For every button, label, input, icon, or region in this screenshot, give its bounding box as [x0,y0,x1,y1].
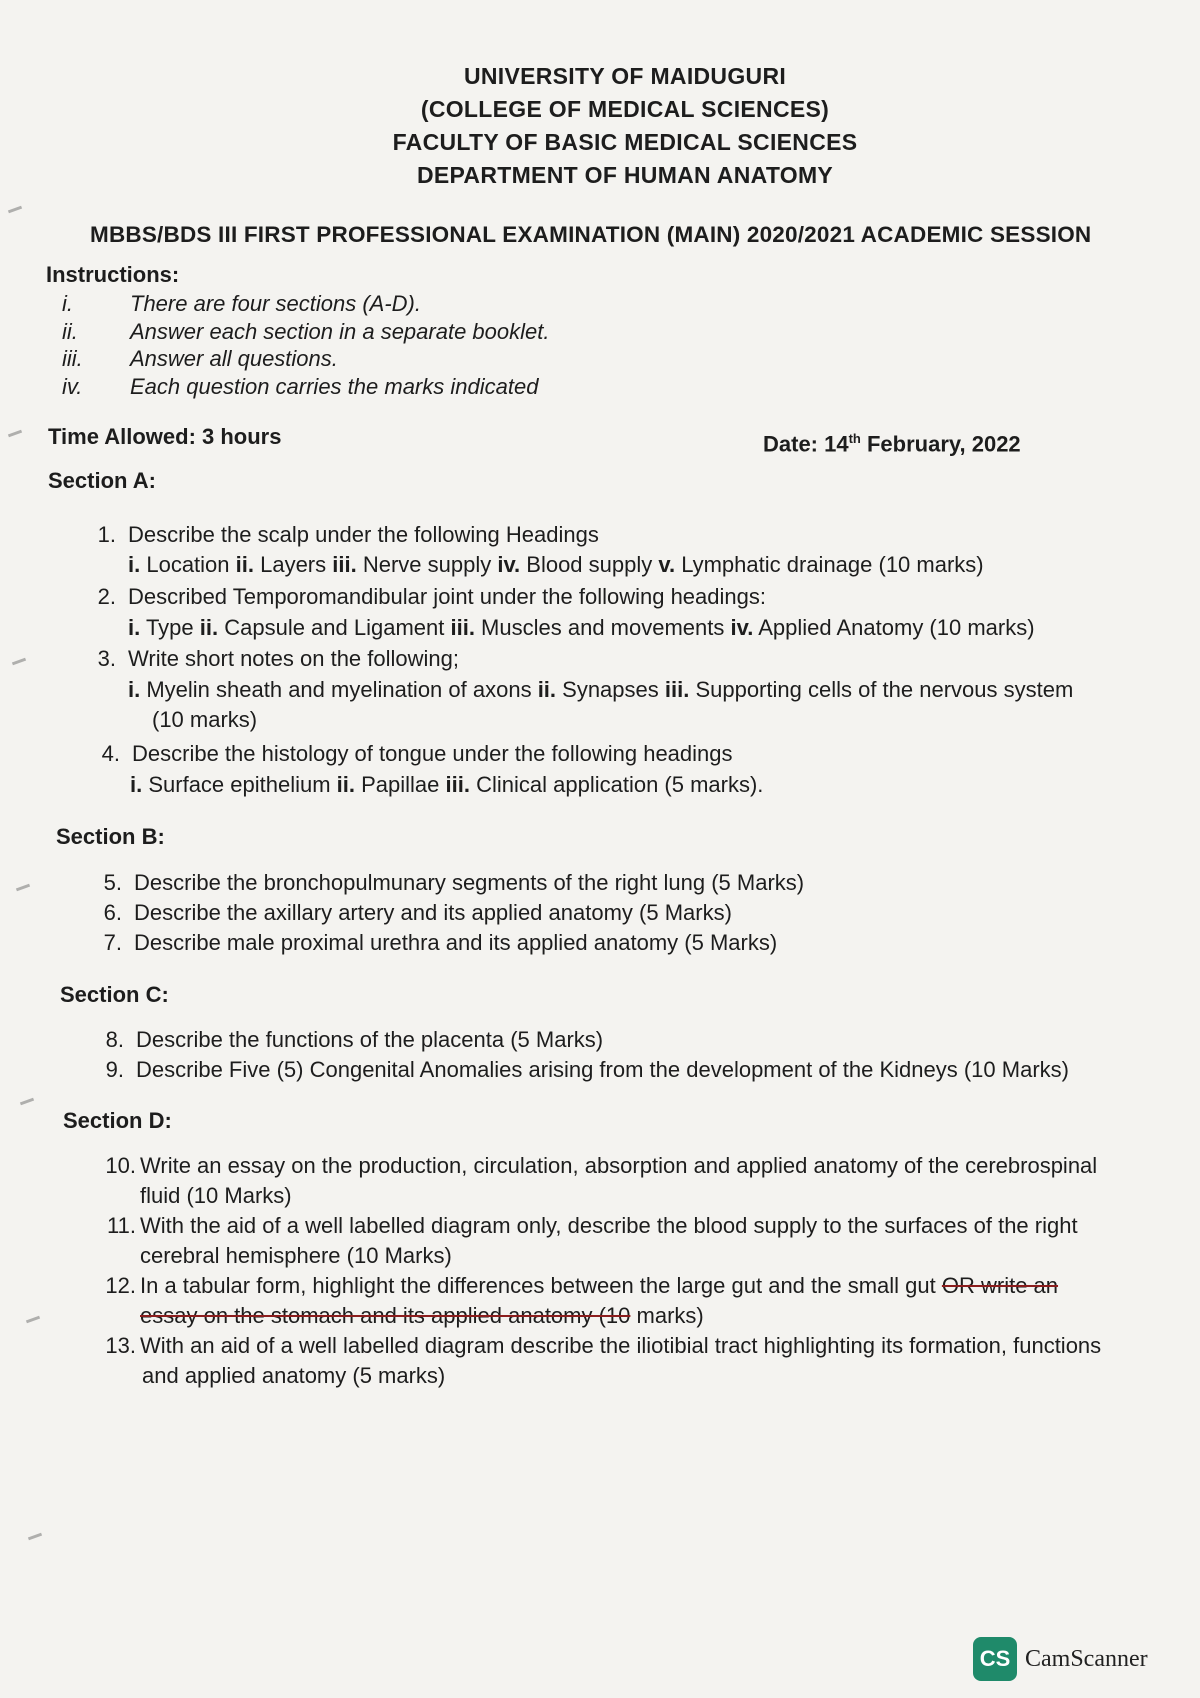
question-number: 9. [105,1057,124,1082]
department-name: DEPARTMENT OF HUMAN ANATOMY [416,162,834,188]
university-name: UNIVERSITY OF MAIDUGURI [463,63,787,89]
sub-text: Nerve supply [356,552,498,577]
question-text: Describe the axillary artery and its applied anatomy (5 Marks) [134,900,732,925]
question-text: Describe Five (5) Congenital Anomalies arising from the development of the Kidneys (10 Marks) [136,1057,1069,1082]
instruction-number: iii. [62,346,83,371]
question-number: 12. [105,1273,136,1298]
sub-number: i. [128,552,141,577]
camscanner-logo-icon: CS [973,1637,1017,1681]
sub-text: Clinical application (5 marks). [469,772,764,797]
sub-text: Papillae [355,772,446,797]
section-a-heading: Section A: [48,468,156,493]
question-text: With an aid of a well labelled diagram describe the iliotibial tract highlighting its formation, functions [140,1333,1102,1358]
question-text: Describe the bronchopulmunary segments of the right lung (5 Marks) [134,870,805,895]
question-3-subheadings [128,677,1073,703]
sub-text: Applied Anatomy (10 marks) [753,615,1035,640]
sub-number: iii. [445,772,470,797]
struck-text: OR write an [941,1273,1059,1298]
question-text: Write an essay on the production, circulation, absorption and applied anatomy of the cerebrospinal [140,1153,1098,1178]
time-allowed: Time Allowed: 3 hours [48,424,282,449]
sub-text: Location [140,552,236,577]
scan-mark [12,658,26,666]
sub-text: Supporting cells of the nervous system [689,677,1074,702]
sub-number: ii. [199,615,219,640]
sub-number: i. [128,677,141,702]
camscanner-name: CamScanner [1025,1645,1148,1672]
date-prefix: Date: 14 [763,431,849,457]
question-10-continued: fluid (10 Marks) [140,1183,292,1208]
question-number: 6. [103,900,122,925]
question-3-marks: (10 marks) [152,707,258,732]
sub-text: Myelin sheath and myelination of axons [140,677,538,702]
question-2-subheadings [128,615,1035,641]
question-text: Write short notes on the following; [128,646,459,671]
question-number: 8. [105,1027,124,1052]
sub-text: Blood supply [520,552,659,577]
exam-title: MBBS/BDS III FIRST PROFESSIONAL EXAMINATION (MAIN) 2020/2021 ACADEMIC SESSION [90,222,1092,247]
question-number: 7. [103,930,122,955]
header [0,60,1200,192]
question-number: 1. [97,522,116,547]
instruction-text: There are four sections (A-D). [130,291,421,316]
exam-date [763,431,1021,457]
camscanner-watermark [973,1637,1148,1681]
question-number: 2. [97,584,116,609]
question-12-continued [140,1303,704,1329]
question-text: Describe male proximal urethra and its applied anatomy (5 Marks) [134,930,778,955]
sub-text: Capsule and Ligament [218,615,451,640]
scan-mark [16,884,30,892]
scan-mark [8,206,22,214]
instruction-text: Answer each section in a separate booklet. [130,318,550,344]
question-number: 11. [107,1213,136,1238]
instruction-number: iv. [62,373,83,399]
sub-text: Layers [253,552,333,577]
question-text-part: In a tabular form, highlight the differences between the large gut and the small gut [140,1273,942,1298]
sub-number: iii. [450,615,475,640]
instruction-number: ii. [62,318,78,344]
sub-text: Surface epithelium [142,772,337,797]
date-suffix: February, 2022 [860,431,1021,457]
question-text-part: marks) [630,1303,704,1328]
section-c-heading: Section C: [60,982,169,1007]
question-number: 4. [101,741,120,766]
faculty-name: FACULTY OF BASIC MEDICAL SCIENCES [392,129,858,155]
instruction-text: Each question carries the marks indicated [130,373,539,399]
sub-text: Type [140,615,200,640]
question-text: With the aid of a well labelled diagram only, describe the blood supply to the surfaces of the right [140,1213,1078,1238]
section-d-heading: Section D: [63,1108,172,1133]
question-text: Describe the scalp under the following Headings [128,522,599,547]
instruction-text: Answer all questions. [130,346,338,371]
scan-mark [28,1533,42,1541]
question-number: 5. [103,870,122,895]
question-text: Describe the functions of the placenta (5 Marks) [136,1027,604,1052]
scan-mark [20,1098,34,1106]
sub-text: Lymphatic drainage (10 marks) [675,552,984,577]
question-1-subheadings [128,552,984,578]
sub-number: v. [658,552,676,577]
sub-number: iii. [332,552,357,577]
sub-number: iii. [664,677,690,702]
sub-number: iv. [497,552,521,577]
sub-number: ii. [537,677,557,702]
college-name: (COLLEGE OF MEDICAL SCIENCES) [420,96,830,122]
sub-number: iv. [730,615,754,640]
question-4-subheadings [130,772,763,798]
sub-text: Synapses [556,677,665,702]
question-number: 13. [105,1333,136,1358]
question-number: 10. [105,1153,136,1178]
question-text [140,1273,1058,1299]
sub-number: i. [128,615,141,640]
date-superscript: th [848,431,861,446]
question-number: 3. [97,646,116,671]
section-b-heading: Section B: [56,824,165,849]
question-text: Described Temporomandibular joint under the following headings: [128,584,766,609]
sub-number: ii. [336,772,356,797]
scan-mark [26,1316,40,1324]
instructions-heading: Instructions: [46,262,180,287]
question-11-continued: cerebral hemisphere (10 Marks) [140,1243,452,1268]
sub-number: i. [130,772,143,797]
struck-text: essay on the stomach and its applied anatomy (10 [140,1303,631,1328]
sub-number: ii. [235,552,254,577]
question-13-continued: and applied anatomy (5 marks) [142,1363,446,1388]
question-text: Describe the histology of tongue under the following headings [132,741,733,766]
scan-mark [8,430,22,438]
instruction-number: i. [62,291,73,316]
sub-text: Muscles and movements [474,615,731,640]
